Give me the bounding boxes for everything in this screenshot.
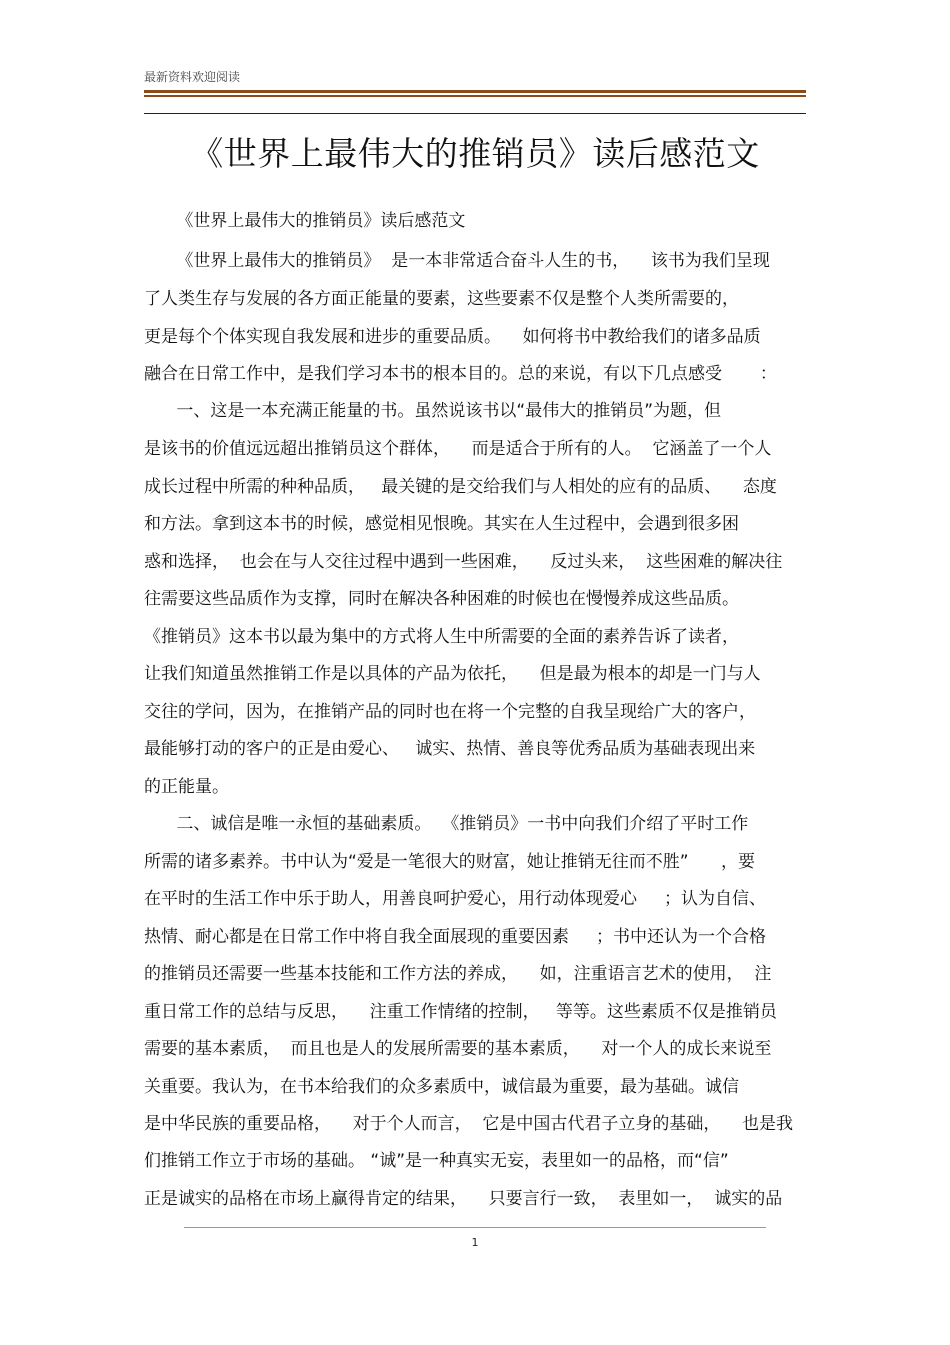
body-line: 一、这是一本充满正能量的书。虽然说该书以“最伟大的推销员”为题，但 (144, 401, 722, 421)
body-line: 是中华民族的重要品格， 对于个人而言， 它是中国古代君子立身的基础， 也是我 (144, 1114, 794, 1134)
header-rule-brown-2 (144, 95, 806, 97)
body-line: 所需的诸多素养。书中认为“爱是一笔很大的财富，她让推销无往而不胜” ，要 (144, 852, 756, 872)
body-line: 成长过程中所需的种种品质， 最关键的是交给我们与人相处的应有的品质、 态度 (144, 477, 777, 497)
body-line: 正是诚实的品格在市场上赢得肯定的结果， 只要言行一致， 表里如一， 诚实的品 (144, 1189, 783, 1209)
page-number: 1 (471, 1236, 479, 1249)
body-line: 融合在日常工作中，是我们学习本书的根本目的。总的来说，有以下几点感受 ： (144, 364, 777, 384)
body-line: 需要的基本素质， 而且也是人的发展所需要的基本素质， 对一个人的成长来说至 (144, 1039, 772, 1059)
body-line: 《推销员》这本书以最为集中的方式将人生中所需要的全面的素养告诉了读者， (144, 627, 739, 647)
body-line: 是该书的价值远远超出推销员这个群体， 而是适合于所有的人。 它涵盖了一个人 (144, 439, 772, 459)
body-line: 们推销工作立于市场的基础。 “诚”是一种真实无妄，表里如一的品格，而“信” (144, 1151, 729, 1171)
body-line: 和方法。拿到这本书的时候，感觉相见恨晚。其实在人生过程中，会遇到很多困 (144, 514, 739, 534)
page-header-text: 最新资料欢迎阅读 (144, 70, 241, 84)
body-line: 《世界上最伟大的推销员》读后感范文 (144, 211, 466, 231)
body-line: 交往的学问，因为，在推销产品的同时也在将一个完整的自我呈现给广大的客户， (144, 702, 756, 722)
body-line: 关重要。我认为，在书本给我们的众多素质中，诚信最为重要，最为基础。诚信 (144, 1077, 739, 1097)
header-rule-brown (144, 90, 806, 93)
body-line: 惑和选择， 也会在与人交往过程中遇到一些困难， 反过头来， 这些困难的解决往 (144, 552, 783, 572)
body-line: 让我们知道虽然推销工作是以具体的产品为依托， 但是最为根本的却是一门与人 (144, 664, 761, 684)
body-line: 二、诚信是唯一永恒的基础素质。 《推销员》一书中向我们介绍了平时工作 (144, 814, 749, 834)
body-line: 《世界上最伟大的推销员》 是一本非常适合奋斗人生的书， 该书为我们呈现 (144, 251, 770, 271)
footer-rule (184, 1227, 766, 1228)
body-line: 热情、耐心都是在日常工作中将自我全面展现的重要因素 ；书中还认为一个合格 (144, 927, 767, 947)
body-line: 更是每个个体实现自我发展和进步的重要品质。 如何将书中教给我们的诸多品质 (144, 327, 761, 347)
body-line: 的推销员还需要一些基本技能和工作方法的养成， 如，注重语言艺术的使用， 注 (144, 964, 772, 984)
document-title: 《世界上最伟大的推销员》读后感范文 (190, 134, 760, 173)
body-line: 的正能量。 (144, 777, 229, 797)
header-rule-thin (144, 113, 806, 114)
body-line: 重日常工作的总结与反思， 注重工作情绪的控制， 等等。这些素质不仅是推销员 (144, 1002, 777, 1022)
body-line: 了人类生存与发展的各方面正能量的要素，这些要素不仅是整个人类所需要的， (144, 289, 739, 309)
body-line: 在平时的生活工作中乐于助人，用善良呵护爱心，用行动体现爱心 ；认为自信、 (144, 889, 767, 909)
body-line: 往需要这些品质作为支撑，同时在解决各种困难的时候也在慢慢养成这些品质。 (144, 589, 739, 609)
body-line: 最能够打动的客户的正是由爱心、 诚实、热情、善良等优秀品质为基础表现出来 (144, 739, 756, 759)
